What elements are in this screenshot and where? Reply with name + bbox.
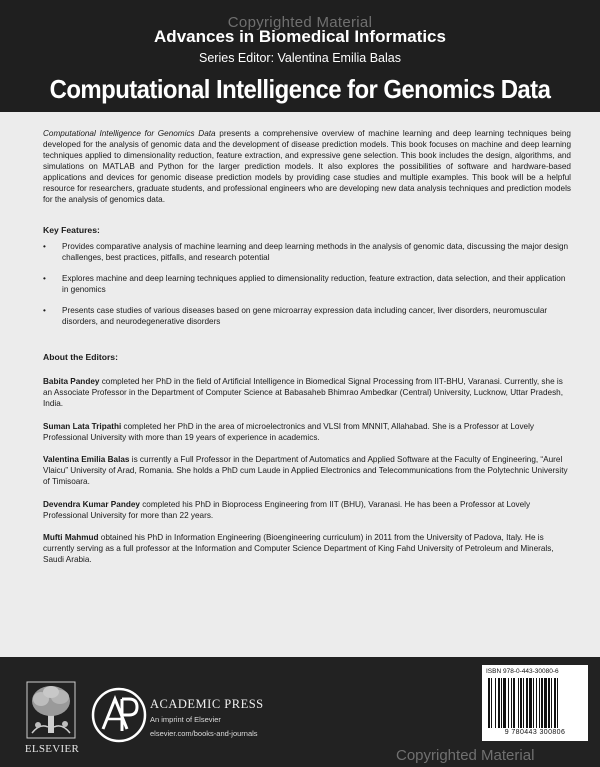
feature-item xyxy=(43,241,571,263)
elsevier-tree-logo-icon xyxy=(26,681,76,739)
feature-item xyxy=(43,305,571,327)
cover-header xyxy=(0,0,600,112)
barcode-bars-icon xyxy=(487,678,583,728)
barcode-bar xyxy=(536,678,537,728)
barcode-bar xyxy=(508,678,509,728)
barcode-bar xyxy=(533,678,534,728)
feature-text: Explores machine and deep learning techniques applied to dimensionality reduction, feature extraction, data selection, and their application in genomics xyxy=(62,274,566,294)
barcode-bar xyxy=(495,678,496,728)
key-features-list xyxy=(43,241,571,327)
series-title: Advances in Biomedical Informatics xyxy=(154,27,446,46)
feature-text: Provides comparative analysis of machine learning and deep learning methods in the analysis of genomic data, discussing the major design challenges, best practices, pitfalls, and research potential xyxy=(62,242,569,262)
intro-body: presents a comprehensive overview of machine learning and deep learning techniques being developed for the analysis of genomic data and the development of disease prediction models. This book focuses on machine and deep learning techniques applied to dimensionality reduction, feature extraction, and expressive gene selection. This book includes the design, algorithms, and simulations on MATLAB and Python for the larger prediction models. It also explores the possibilities of software and hardware-based applications and devices for genomic disease prediction models by providing case studies and multiple examples. This book will be a helpful resource for researchers, graduate students, and professional engineers who are developing new data analysis techniques and prediction models for the analysis of genomics data. xyxy=(43,129,571,204)
editor-name: Suman Lata Tripathi xyxy=(43,421,122,431)
editor-text: completed her PhD in the area of microelectronics and VLSI from MNNIT, Allahabad. She is a Professor at Lovely Professional University with more than 19 years of experience in academics. xyxy=(43,421,535,442)
publisher-band xyxy=(0,657,600,767)
editor-bio xyxy=(43,421,571,443)
key-features-heading: Key Features: xyxy=(43,225,100,235)
bullet-icon: • xyxy=(43,242,46,251)
barcode-bar xyxy=(491,678,492,728)
editor-bio xyxy=(43,532,571,565)
barcode-bar xyxy=(488,678,490,728)
barcode-bar xyxy=(539,678,540,728)
editors-list xyxy=(43,376,571,565)
editor-bio xyxy=(43,376,571,409)
barcode-bar xyxy=(518,678,519,728)
bullet-icon: • xyxy=(43,274,46,283)
barcode-bar xyxy=(548,678,550,728)
editor-name: Valentina Emilia Balas xyxy=(43,455,130,464)
barcode-bar xyxy=(511,678,512,728)
barcode-bar xyxy=(529,678,532,728)
publisher-name: ACADEMIC PRESS xyxy=(150,697,264,711)
bullet-icon: • xyxy=(43,306,46,315)
copyright-watermark: Copyrighted Material xyxy=(227,14,373,31)
editor-text: obtained his PhD in Information Engineering (Bioengineering curriculum) in 2011 from the University of Padova, Italy. He is currently serving as a full professor at the Information and Computer Science Department of King Fahd University of Petroleum and Minerals, Saudi Arabia. xyxy=(43,533,554,564)
description-text xyxy=(43,128,571,577)
barcode-bar xyxy=(503,678,506,728)
barcode-bar xyxy=(557,678,558,728)
book-title: Computational Intelligence for Genomics Data xyxy=(49,74,551,104)
academic-press-logo-icon xyxy=(89,685,149,745)
editors-heading: About the Editors: xyxy=(43,352,118,362)
intro-paragraph xyxy=(43,128,571,205)
elsevier-wordmark: ELSEVIER xyxy=(24,743,80,755)
feature-item xyxy=(43,273,571,295)
feature-text: Presents case studies of various diseases based on gene microarray expression data including cancer, liver disorders, neuromuscular disorders, and neurodegenerative disorders xyxy=(62,306,548,326)
barcode-bar xyxy=(544,678,547,728)
barcode-bar xyxy=(554,678,556,728)
barcode-bar xyxy=(520,678,522,728)
intro-book-title: Computational Intelligence for Genomics Data xyxy=(43,129,216,138)
editor-text: completed his PhD in Bioprocess Engineering from IIT (BHU), Varanasi. He has been a Professor at Lovely Professional University for more than 22 years. xyxy=(43,499,531,520)
editor-text: completed her PhD in the field of Artificial Intelligence in Biomedical Signal Processing from IIT-BHU, Varanasi. Currently, she is an Associate Professor in the Department of Computer Science at Babasaheb Bhimrao Ambedkar (Central) University, Lucknow, Uttar Pradesh, India. xyxy=(43,377,564,408)
barcode-bar xyxy=(498,678,500,728)
isbn-number: ISBN 978-0-443-30080-6 xyxy=(486,668,559,675)
editor-bio xyxy=(43,454,571,487)
barcode-bar xyxy=(523,678,524,728)
barcode-bar xyxy=(513,678,515,728)
barcode-bar xyxy=(501,678,502,728)
copyright-watermark: Copyrighted Material xyxy=(396,747,535,764)
barcode-bar xyxy=(526,678,528,728)
barcode-number: 9 780443 300806 xyxy=(504,729,566,736)
barcode-bar xyxy=(551,678,552,728)
isbn-barcode xyxy=(482,665,588,741)
editor-name: Babita Pandey xyxy=(43,377,100,386)
editor-bio xyxy=(43,499,571,521)
barcode-bar xyxy=(541,678,543,728)
editor-name: Mufti Mahmud xyxy=(43,533,99,542)
description-panel xyxy=(0,112,600,657)
publisher-url: elsevier.com/books-and-journals xyxy=(150,729,258,738)
series-editor: Series Editor: Valentina Emilia Balas xyxy=(199,51,401,65)
editor-name: Devendra Kumar Pandey xyxy=(43,499,140,509)
imprint-text: An imprint of Elsevier xyxy=(150,715,221,724)
editor-text: is currently a Full Professor in the Department of Automatics and Applied Software at the Faculty of Engineering, “Aurel Vlaicu” University of Arad, Romania. She holds a PhD cum Laude in Applied Electronics and Telecommunications from the Polytechnic University of Timisoara. xyxy=(43,455,568,486)
